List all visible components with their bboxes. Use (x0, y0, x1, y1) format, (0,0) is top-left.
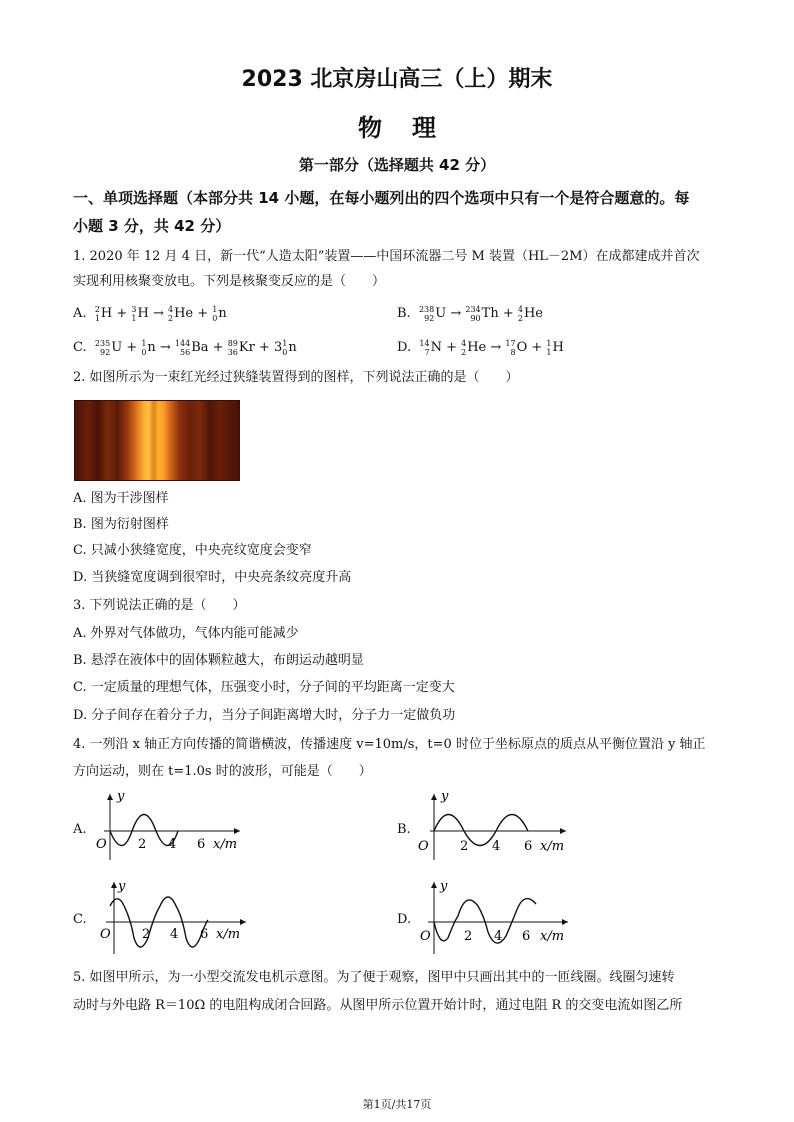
q4-stem-line-2: 方向运动，则在 t=1.0s 时的波形，可能是（ ） (73, 764, 372, 779)
q1-option-b (397, 304, 543, 324)
y-axis-label: y (440, 879, 448, 894)
q3-option-a: A. 外界对气体做功，气体内能可能减少 (73, 626, 299, 641)
q1-option-d-label: D. (397, 340, 412, 355)
page-number: 第1页/共17页 (362, 1098, 432, 1111)
q3-option-d: D. 分子间存在着分子力，当分子间距离增大时，分子力一定做负功 (73, 708, 456, 723)
q1-option-c-equation: 235 92 U + 1 0 n → 144 56 Ba + 89 36 Kr + 3 1 0 n (94, 338, 297, 357)
q1-option-a (73, 304, 227, 324)
x-axis-label: x/m (216, 927, 241, 942)
origin-label: O (96, 837, 107, 852)
q1-option-b-label: B. (397, 306, 411, 321)
q1-option-a-equation: 2 1 H + 3 1 H → 4 2 He + 1 0 n (94, 304, 227, 323)
q1-option-c (73, 338, 297, 358)
tick-label-2: 2 (464, 929, 473, 944)
q2-option-c: C. 只减小狭缝宽度，中央亮纹宽度会变窄 (73, 543, 312, 558)
q2-option-a: A. 图为干涉图样 (73, 491, 169, 506)
page-title: 2023 北京房山高三（上）期末 (241, 67, 553, 92)
y-axis-arrow (111, 882, 117, 888)
tick-label-6: 6 (524, 839, 533, 854)
tick-label-6: 6 (522, 929, 531, 944)
q1-option-b-equation: 238 92 U → 234 90 Th + 4 2 He (418, 304, 543, 323)
section-heading-line-1: 一、单项选择题（本部分共 14 小题，在每小题列出的四个选项中只有一个是符合题意的。每 (73, 189, 690, 207)
subject-title: 物理 (358, 114, 466, 142)
q2-option-d: D. 当狭缝宽度调到很窄时，中央亮条纹亮度升高 (73, 570, 352, 585)
q4-option-c-label: C. (73, 912, 87, 927)
q1-stem-line-2: 实现利用核聚变放电。下列是核聚变反应的是（ ） (73, 274, 386, 289)
tick-label-4: 4 (168, 837, 177, 852)
tick-label-2: 2 (138, 837, 147, 852)
q5-stem-line-1: 5. 如图甲所示，为一小型交流发电机示意图。为了便于观察，图甲中只画出其中的一匝线圈。线圈匀速转 (73, 970, 675, 985)
y-axis-arrow (107, 794, 113, 800)
q1-option-d-equation: 14 7 N + 4 2 He → 17 8 O + 1 1 H (419, 338, 564, 357)
x-axis-label: x/m (540, 929, 565, 944)
x-axis-arrow (560, 828, 566, 834)
y-axis-arrow (431, 882, 437, 888)
q4-graph-c (96, 876, 256, 956)
y-axis-label: y (118, 879, 126, 894)
q4-option-a-label: A. (73, 822, 87, 837)
wave-curve (434, 899, 536, 944)
q1-stem-line-1: 1. 2020 年 12 月 4 日，新一代“人造太阳”装置——中国环流器二号 M 装置（HL－2M）在成都建成并首次 (73, 249, 700, 264)
q1-option-d (397, 338, 564, 358)
tick-label-6: 6 (200, 927, 209, 942)
x-axis-arrow (234, 828, 240, 834)
q3-stem: 3. 下列说法正确的是（ ） (73, 598, 246, 613)
y-axis-label: y (441, 789, 449, 804)
q1-option-a-label: A. (73, 306, 87, 321)
x-axis-arrow (562, 919, 568, 925)
tick-label-4: 4 (492, 839, 501, 854)
q4-graph-a (90, 788, 250, 863)
q3-option-c: C. 一定质量的理想气体，压强变小时，分子间的平均距离一定变大 (73, 680, 455, 695)
q2-stem: 2. 如图所示为一束红光经过狭缝装置得到的图样，下列说法正确的是（ ） (73, 370, 519, 385)
tick-label-2: 2 (460, 839, 469, 854)
q5-stem-line-2: 动时与外电路 R＝10Ω 的电阻构成闭合回路。从图甲所示位置开始计时，通过电阻 R 的交变电流如图乙所 (73, 998, 683, 1013)
q4-graph-b (416, 788, 576, 863)
q4-option-d-label: D. (397, 912, 412, 927)
q4-graph-d (418, 876, 578, 956)
y-axis-label: y (117, 789, 125, 804)
origin-label: O (420, 929, 431, 944)
x-axis-arrow (240, 919, 246, 925)
wave-curve (434, 815, 528, 846)
q4-option-b-label: B. (397, 822, 411, 837)
q1-option-c-label: C. (73, 340, 87, 355)
part-heading: 第一部分（选择题共 42 分） (298, 156, 496, 174)
origin-label: O (418, 839, 429, 854)
tick-label-4: 4 (170, 927, 179, 942)
q3-option-b: B. 悬浮在液体中的固体颗粒越大，布朗运动越明显 (73, 653, 364, 668)
tick-label-4: 4 (494, 929, 503, 944)
x-axis-label: x/m (540, 839, 565, 854)
q2-option-b: B. 图为衍射图样 (73, 517, 169, 532)
diffraction-pattern-image (74, 400, 240, 481)
section-heading-line-2: 小题 3 分，共 42 分） (73, 217, 231, 235)
tick-label-2: 2 (142, 927, 151, 942)
tick-label-6: 6 (197, 837, 206, 852)
origin-label: O (100, 927, 111, 942)
y-axis-arrow (431, 794, 437, 800)
q4-stem-line-1: 4. 一列沿 x 轴正方向传播的简谐横波，传播速度 v=10m/s，t=0 时位于坐标原点的质点从平衡位置沿 y 轴正 (73, 737, 706, 752)
x-axis-label: x/m (213, 837, 238, 852)
